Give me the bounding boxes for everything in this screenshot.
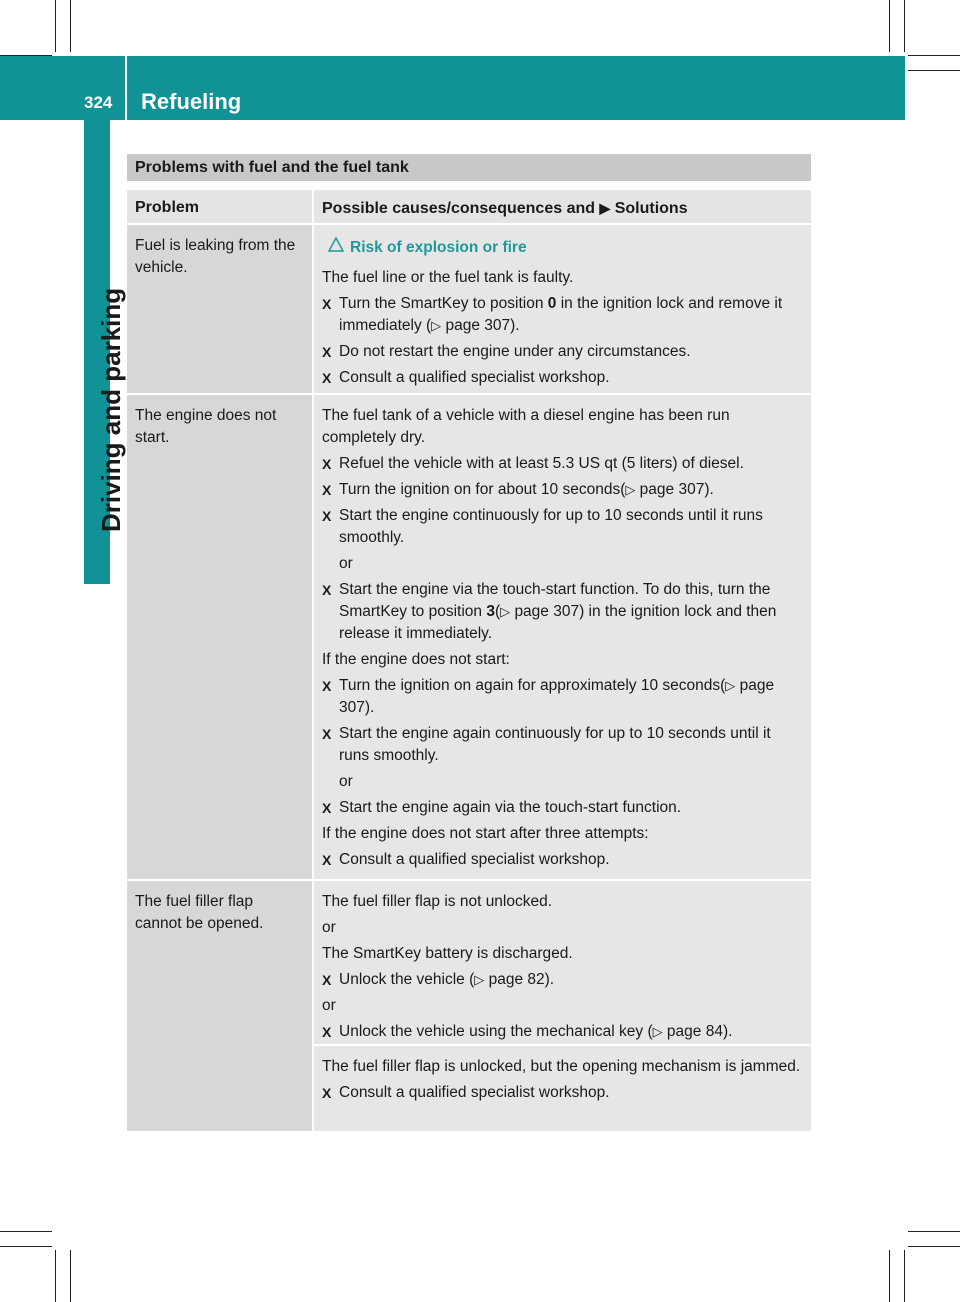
table-row-problem [127,225,312,393]
page-title: Refueling [141,89,242,114]
condition-text: If the engine does not start after three attempts: [322,825,649,842]
step-x-icon: X [322,678,332,694]
header-divider [125,56,127,120]
page-ref-icon: ▷ [500,604,511,619]
table-row-solutions [314,881,811,1044]
list-item: X Unlock the vehicle using the mechanical key (▷ page 84). [322,1021,803,1043]
step-x-icon: X [322,800,332,816]
column-header-label: Solutions [614,200,688,217]
list-item: X Unlock the vehicle (▷ page 82). [322,969,803,991]
warning-notice [322,237,803,259]
column-header-label: Possible causes/consequences and [322,200,596,217]
crop-mark [55,0,56,52]
table-row-problem [127,395,312,879]
cause-text: The fuel filler flap is not unlocked. [322,893,553,910]
crop-mark [908,70,960,71]
page-number: 324 [84,93,113,112]
crop-mark [889,1250,890,1302]
cause-text: The fuel filler flap is unlocked, but the opening mechanism is jammed. [322,1058,801,1075]
step-x-icon: X [322,344,332,360]
cause-text: The SmartKey battery is discharged. [322,945,573,962]
page-ref-icon: ▷ [625,482,636,497]
list-item: X Turn the ignition on again for approximately 10 seconds(▷ page 307). [322,677,775,716]
or-text: or [339,773,353,790]
or-text: or [322,997,336,1014]
table-row-solutions [314,395,811,879]
table-row-solutions [314,1046,811,1131]
cause-text: The fuel tank of a vehicle with a diesel engine has been run completely dry. [322,407,730,446]
step-x-icon: X [322,1024,332,1040]
crop-mark [55,1250,56,1302]
column-header-solutions [314,190,811,223]
warning-text: Risk of explosion or fire [350,239,527,256]
list-item: X Start the engine again continuously for up to 10 seconds until it runs smoothly. [322,725,771,764]
side-tab-label: Driving and parking [96,287,126,532]
page-ref-icon: ▷ [431,318,442,333]
list-item: X Start the engine via the touch-start function. To do this, turn the SmartKey to position 3(▷ page 307) in the ignition lock and then release it immediately. [322,581,777,642]
page-ref-icon: ▷ [474,972,485,987]
problem-text: The fuel filler flap cannot be opened. [135,893,264,932]
step-x-icon: X [322,456,332,472]
step-x-icon: X [322,508,332,524]
step-x-icon: X [322,370,332,386]
cause-text: The fuel line or the fuel tank is faulty. [322,269,574,286]
step-x-icon: X [322,726,332,742]
list-item: X Consult a qualified specialist workshop. [322,849,803,871]
list-item: X Refuel the vehicle with at least 5.3 US qt (5 liters) of diesel. [322,453,803,475]
step-x-icon: X [322,296,332,312]
step-x-icon: X [322,852,332,868]
problem-text: Fuel is leaking from the vehicle. [135,237,296,276]
problem-text: The engine does not start. [135,407,277,446]
crop-mark [908,1231,960,1232]
crop-mark [70,1250,71,1302]
solution-arrow-icon: ▶ [599,200,611,216]
crop-mark [904,0,905,52]
table-row-problem [127,881,312,1131]
crop-mark [0,1231,52,1232]
crop-mark [904,1250,905,1302]
or-text: or [322,919,336,936]
list-item: X Turn the ignition on for about 10 seconds(▷ page 307). [322,479,803,501]
step-x-icon: X [322,482,332,498]
warning-triangle-icon [328,237,350,259]
section-title: Problems with fuel and the fuel tank [127,154,811,181]
page-ref-icon: ▷ [725,678,736,693]
page-ref-icon: ▷ [652,1024,663,1039]
crop-mark [889,0,890,52]
page-header [0,56,905,120]
crop-mark [70,0,71,52]
step-x-icon: X [322,582,332,598]
step-x-icon: X [322,972,332,988]
step-x-icon: X [322,1085,332,1101]
or-text: or [339,555,353,572]
list-item: X Do not restart the engine under any circumstances. [322,341,803,363]
list-item: X Start the engine continuously for up to 10 seconds until it runs smoothly. [322,507,763,546]
list-item: X Start the engine again via the touch-start function. [322,797,803,819]
crop-mark [908,55,960,56]
table-row-solutions [314,225,811,393]
crop-mark [0,1246,52,1247]
condition-text: If the engine does not start: [322,651,510,668]
list-item: X Turn the SmartKey to position 0 in the ignition lock and remove it immediately (▷ page 307). [322,293,803,337]
list-item: X Consult a qualified specialist workshop. [322,367,803,389]
column-header-problem: Problem [127,190,312,223]
list-item: X Consult a qualified specialist workshop. [322,1082,803,1104]
crop-mark [908,1246,960,1247]
